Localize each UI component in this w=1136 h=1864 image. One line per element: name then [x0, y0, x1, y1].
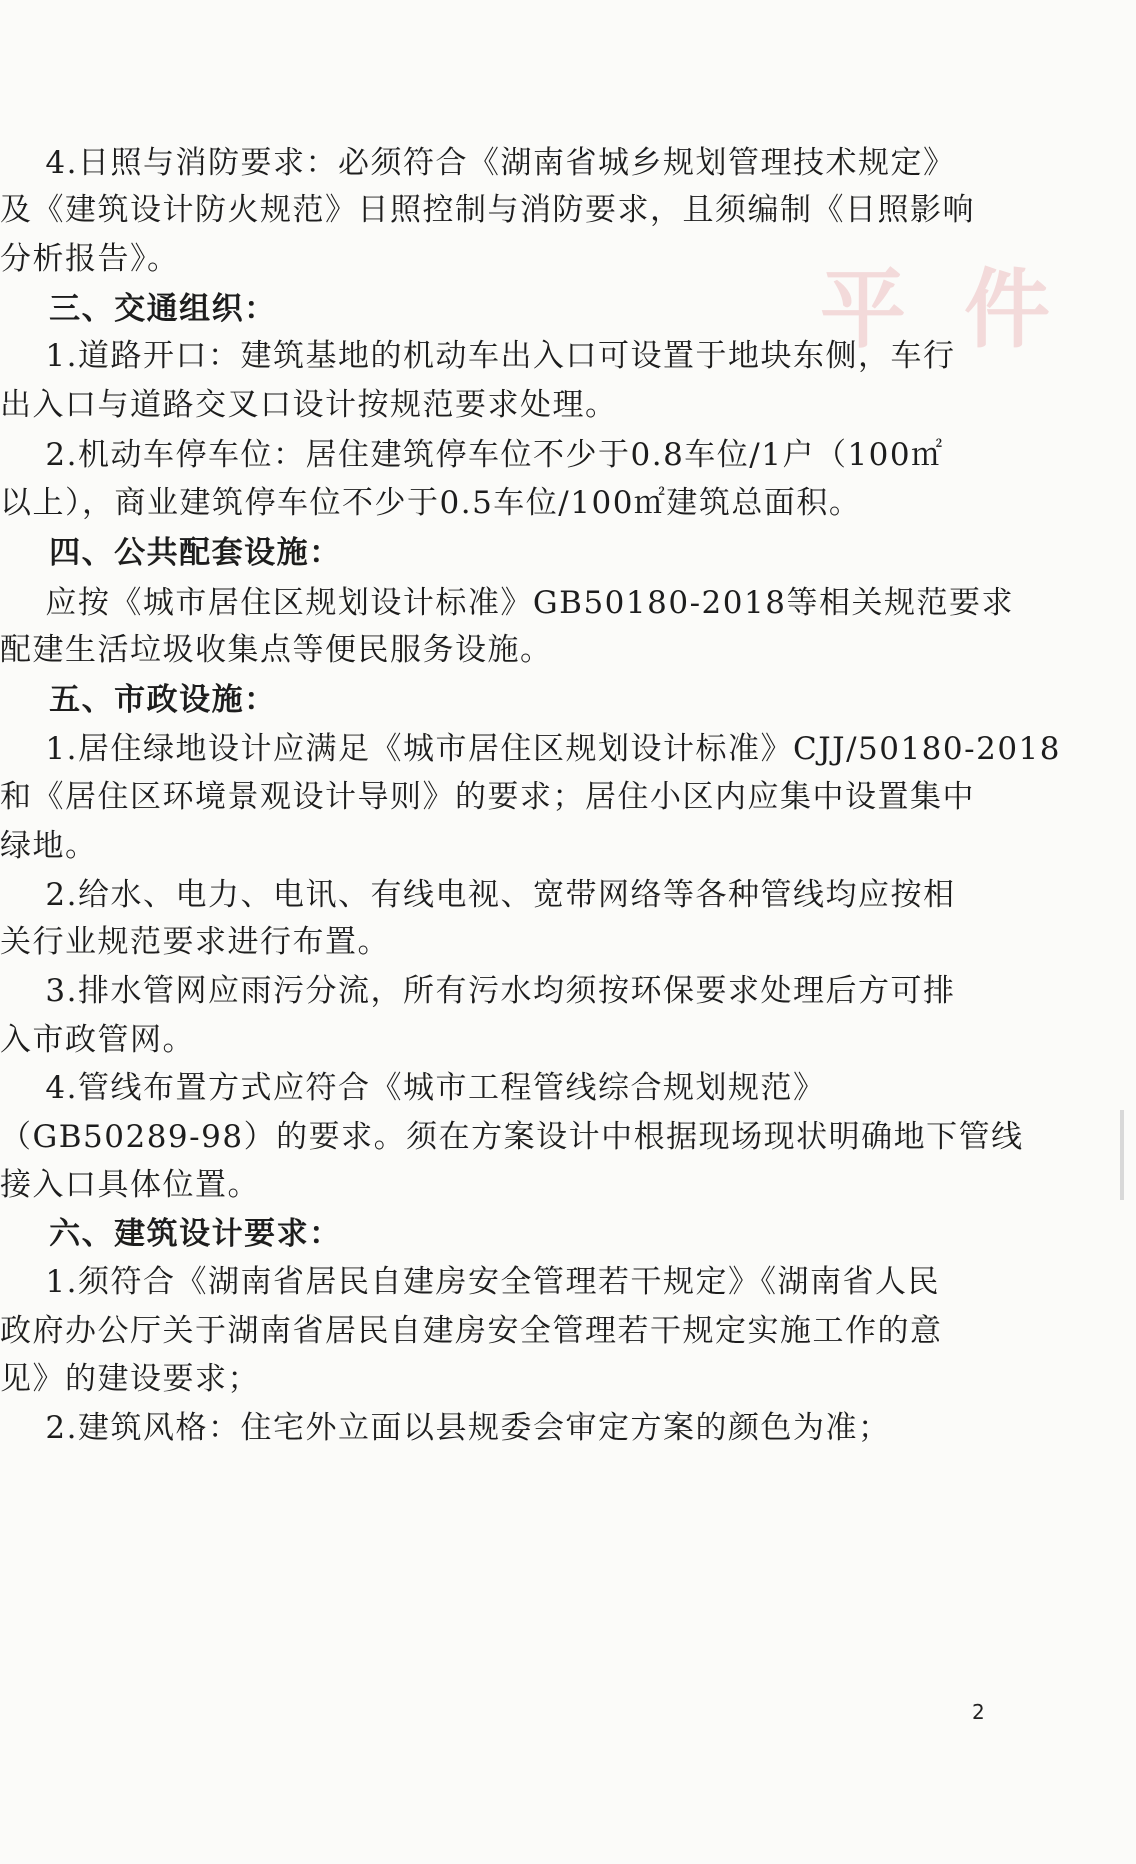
text-line: 2.建筑风格：住宅外立面以县规委会审定方案的颜色为准；	[0, 1410, 891, 1446]
text-line: （GB50289-98）的要求。须在方案设计中根据现场现状明确地下管线	[0, 1119, 1024, 1155]
section-heading: 五、市政设施：	[0, 682, 277, 718]
text-line: 关行业规范要求进行布置。	[0, 924, 390, 960]
text-line: 接入口具体位置。	[0, 1167, 260, 1203]
section-heading: 六、建筑设计要求：	[0, 1216, 342, 1252]
section-heading: 四、公共配套设施：	[0, 535, 342, 571]
section-heading: 三、交通组织：	[0, 291, 277, 327]
text-line: 入市政管网。	[0, 1022, 195, 1058]
text-line: 配建生活垃圾收集点等便民服务设施。	[0, 632, 553, 668]
scan-edge-mark	[1120, 1110, 1124, 1200]
text-line: 和《居住区环境景观设计导则》的要求；居住小区内应集中设置集中	[0, 779, 975, 815]
text-line: 出入口与道路交叉口设计按规范要求处理。	[0, 387, 618, 423]
text-line: 以上），商业建筑停车位不少于0.5车位/100㎡建筑总面积。	[0, 485, 862, 521]
text-line: 4.日照与消防要求：必须符合《湖南省城乡规划管理技术规定》	[0, 145, 956, 181]
text-line: 绿地。	[0, 828, 98, 864]
text-line: 1.道路开口：建筑基地的机动车出入口可设置于地块东侧，车行	[0, 338, 956, 374]
text-line: 政府办公厅关于湖南省居民自建房安全管理若干规定实施工作的意	[0, 1313, 943, 1349]
text-line: 4.管线布置方式应符合《城市工程管线综合规划规范》	[0, 1070, 826, 1106]
text-line: 2.机动车停车位：居住建筑停车位不少于0.8车位/1户（100㎡	[0, 437, 944, 473]
text-line: 应按《城市居住区规划设计标准》GB50180-2018等相关规范要求	[0, 585, 1014, 621]
bleed-through-mark: 平 件	[820, 259, 1064, 360]
text-line: 1.须符合《湖南省居民自建房安全管理若干规定》《湖南省人民	[0, 1264, 940, 1300]
text-line: 及《建筑设计防火规范》日照控制与消防要求，且须编制《日照影响	[0, 192, 975, 228]
text-line: 2.给水、电力、电讯、有线电视、宽带网络等各种管线均应按相	[0, 877, 956, 913]
text-line: 3.排水管网应雨污分流，所有污水均须按环保要求处理后方可排	[0, 973, 956, 1009]
page-number: 2	[972, 1700, 985, 1724]
text-line: 见》的建设要求；	[0, 1361, 260, 1397]
text-line: 分析报告》。	[0, 241, 180, 277]
text-line: 1.居住绿地设计应满足《城市居住区规划设计标准》CJJ/50180-2018	[0, 731, 1061, 767]
